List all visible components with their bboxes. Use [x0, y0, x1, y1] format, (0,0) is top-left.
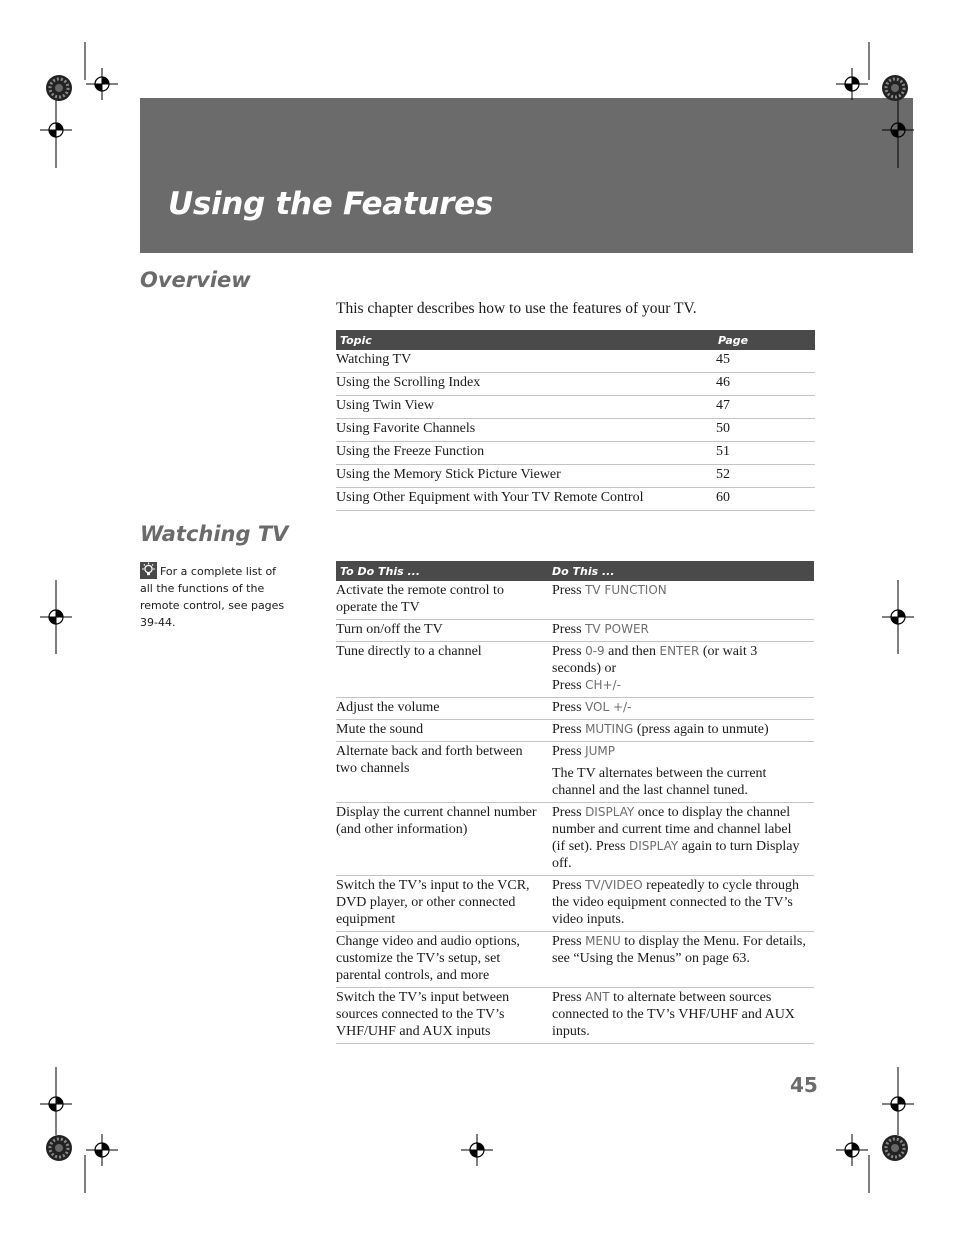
- remote-button-label: JUMP: [585, 744, 615, 758]
- remote-button-label: 0-9: [585, 644, 605, 658]
- registration-target-icon: [40, 68, 914, 1166]
- page-cell: 52: [708, 465, 815, 488]
- action-column-header: Do This ...: [544, 561, 814, 581]
- watching-tv-heading: Watching TV: [140, 522, 289, 546]
- remote-button-label: MENU: [585, 934, 621, 948]
- page-column-header: Page: [708, 330, 815, 350]
- remote-button-label: ANT: [585, 990, 610, 1004]
- action-text: Press: [552, 678, 586, 693]
- action-text: Press: [552, 934, 586, 949]
- page-cell: 51: [708, 442, 815, 465]
- page-cell: 47: [708, 396, 815, 419]
- task-cell: Switch the TV’s input between sources connected to the TV’s VHF/UHF and AUX inputs: [336, 988, 544, 1044]
- action-text: Press: [552, 744, 586, 759]
- remote-button-label: CH+/-: [585, 678, 621, 692]
- topic-cell: Using Other Equipment with Your TV Remote Control: [336, 488, 708, 511]
- action-text: repeatedly to cycle through the video equipment connected to the TV’s video inputs.: [552, 878, 799, 927]
- action-text: (or wait 3 seconds) or: [552, 644, 758, 676]
- action-text: Press: [552, 805, 586, 820]
- action-text: to display the Menu. For details, see “Using the Menus” on page 63.: [552, 934, 806, 966]
- remote-button-label: VOL +/-: [585, 700, 632, 714]
- page-cell: 60: [708, 488, 815, 511]
- task-cell: Switch the TV’s input to the VCR, DVD player, or other connected equipment: [336, 876, 544, 932]
- remote-button-label: DISPLAY: [585, 805, 635, 819]
- remote-button-label: ENTER: [659, 644, 700, 658]
- topic-column-header: Topic: [336, 330, 708, 350]
- action-text: and then: [604, 644, 660, 659]
- topic-cell: Using the Memory Stick Picture Viewer: [336, 465, 708, 488]
- task-cell: Tune directly to a channel: [336, 642, 544, 698]
- task-cell: Turn on/off the TV: [336, 620, 544, 642]
- topic-cell: Using Favorite Channels: [336, 419, 708, 442]
- action-text: Press: [552, 722, 586, 737]
- topic-cell: Using the Scrolling Index: [336, 373, 708, 396]
- task-column-header: To Do This ...: [336, 561, 544, 581]
- action-text: Press: [552, 622, 586, 637]
- page-number: 45: [790, 1073, 818, 1097]
- chapter-title: Using the Features: [168, 186, 493, 222]
- remote-button-label: TV POWER: [585, 622, 649, 636]
- task-cell: Change video and audio options, customize the TV’s setup, set parental controls, and more: [336, 932, 544, 988]
- action-text: to alternate between sources connected to the TV’s VHF/UHF and AUX inputs.: [552, 990, 795, 1039]
- task-cell: Display the current channel number (and other information): [336, 803, 544, 876]
- action-text: (press again to unmute): [633, 722, 769, 737]
- action-text: Press: [552, 878, 586, 893]
- remote-button-label: DISPLAY: [629, 839, 679, 853]
- task-cell: Alternate back and forth between two channels: [336, 742, 544, 803]
- action-text: again to turn Display off.: [552, 839, 800, 871]
- overview-heading: Overview: [140, 268, 251, 292]
- tip-text: For a complete list of all the functions of the remote control, see pages 39-44.: [140, 565, 285, 629]
- print-registration-wheel-icon: [46, 75, 908, 1161]
- task-cell: Mute the sound: [336, 720, 544, 742]
- topic-cell: Using the Freeze Function: [336, 442, 708, 465]
- action-text: once to display the channel number and current time and channel label (if set). Press: [552, 805, 792, 854]
- overview-intro: This chapter describes how to use the features of your TV.: [336, 300, 697, 317]
- topic-cell: Watching TV: [336, 350, 708, 373]
- remote-button-label: MUTING: [585, 722, 634, 736]
- action-text: Press: [552, 583, 586, 598]
- topic-cell: Using Twin View: [336, 396, 708, 419]
- page-cell: 46: [708, 373, 815, 396]
- page-cell: 50: [708, 419, 815, 442]
- action-text: Press: [552, 644, 586, 659]
- action-text: Press: [552, 700, 586, 715]
- page-cell: 45: [708, 350, 815, 373]
- remote-button-label: TV/VIDEO: [585, 878, 643, 892]
- remote-button-label: TV FUNCTION: [585, 583, 667, 597]
- action-note: The TV alternates between the current channel and the last channel tuned.: [552, 766, 767, 798]
- action-text: Press: [552, 990, 586, 1005]
- task-cell: Adjust the volume: [336, 698, 544, 720]
- task-cell: Activate the remote control to operate the TV: [336, 581, 544, 620]
